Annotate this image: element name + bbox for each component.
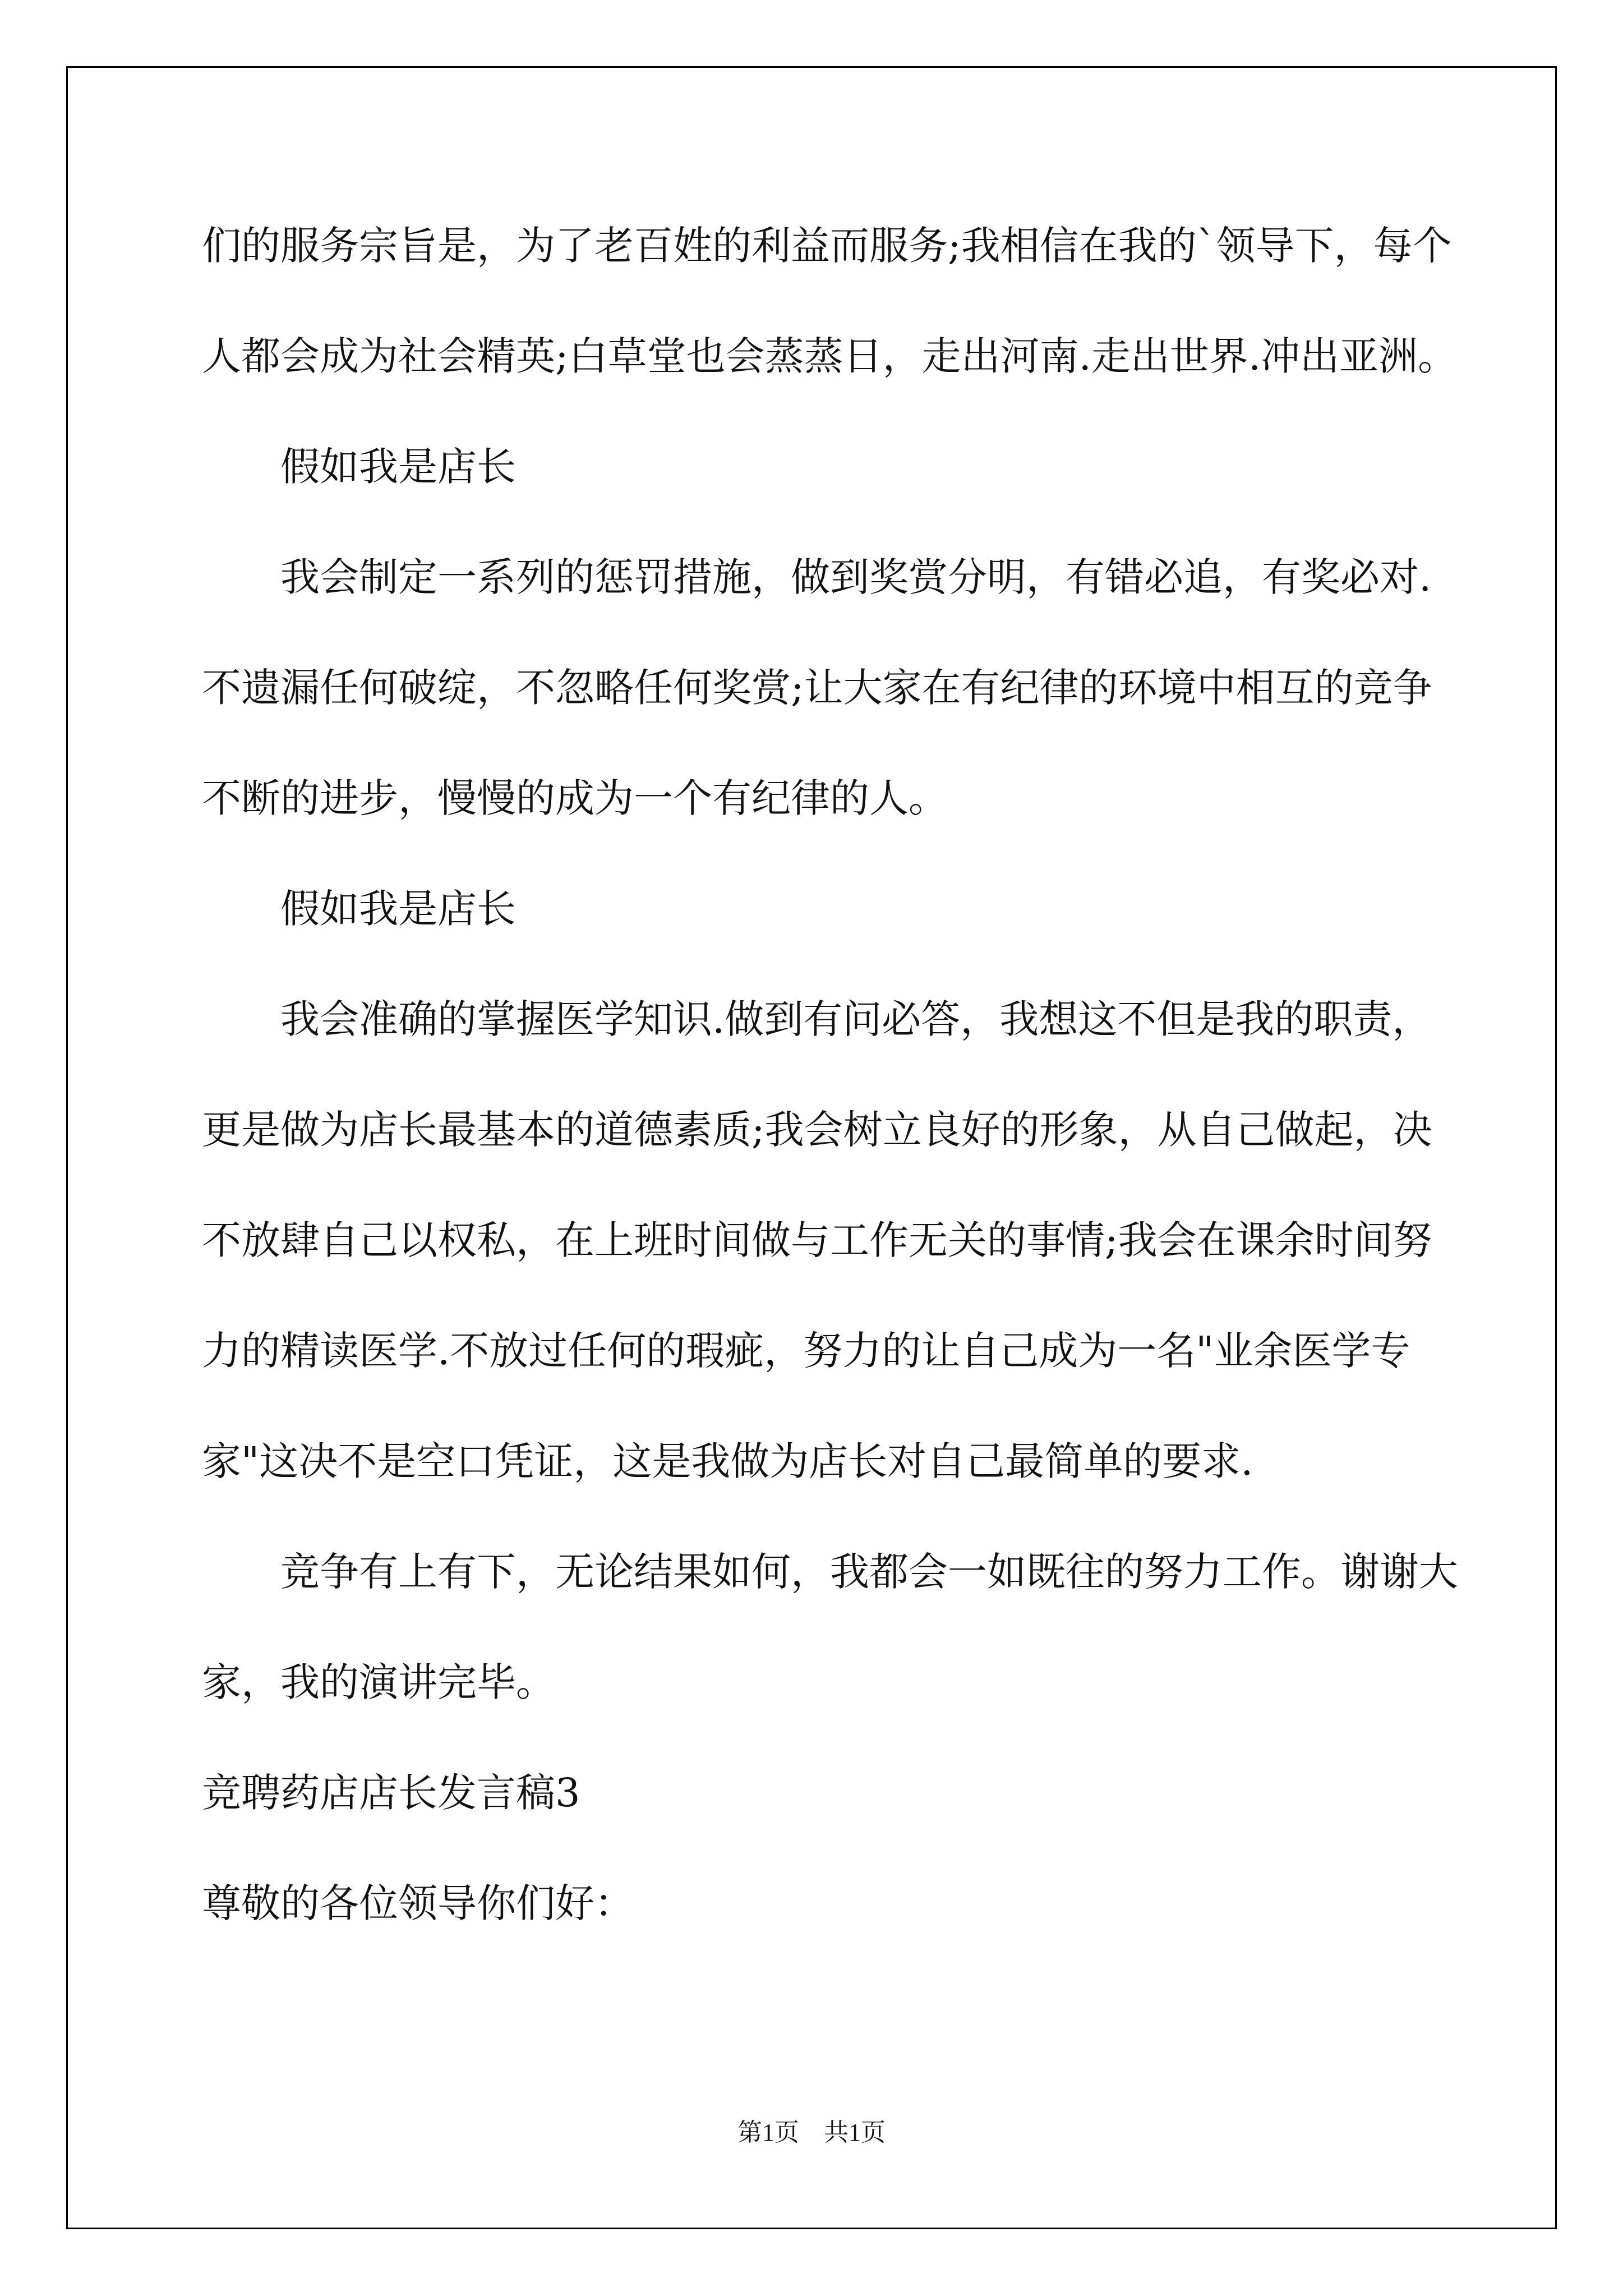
paragraph: 竞争有上有下，无论结果如何，我都会一如既往的努力工作。谢谢大家，我的演讲完毕。 bbox=[202, 1549, 1458, 1705]
paragraph-heading: 假如我是店长 bbox=[280, 444, 516, 490]
paragraph-heading: 假如我是店长 bbox=[280, 886, 516, 932]
paragraph: 我会制定一系列的惩罚措施，做到奖赏分明，有错必追，有奖必对.不遗漏任何破绽，不忽略任何奖赏;让大家在有纪律的环境中相互的竞争不断的进步，慢慢的成为一个有纪律的人。 bbox=[202, 554, 1432, 821]
paragraph: 我会准确的掌握医学知识.做到有问必答，我想这不但是我的职责，更是做为店长最基本的道德素质;我会树立良好的形象，从自己做起，决不放肆自己以权私，在上班时间做与工作无关的事情;我会在课余时间努力的精读医学.不放过任何的瑕疵，努力的让自己成为一名"业余医学专家"这决不是空口凭证，这是我做为店长对自己最简单的要求. bbox=[202, 996, 1432, 1484]
page-number-footer: 第1页 共1页 bbox=[737, 2119, 886, 2146]
salutation: 尊敬的各位领导你们好： bbox=[202, 1880, 634, 1926]
paragraph: 们的服务宗旨是，为了老百姓的利益而服务;我相信在我的`领导下，每个人都会成为社会精英;白草堂也会蒸蒸日，走出河南.走出世界.冲出亚洲。 bbox=[202, 223, 1458, 379]
document-body bbox=[202, 191, 1464, 1959]
section-title: 竞聘药店店长发言稿3 bbox=[202, 1770, 580, 1816]
